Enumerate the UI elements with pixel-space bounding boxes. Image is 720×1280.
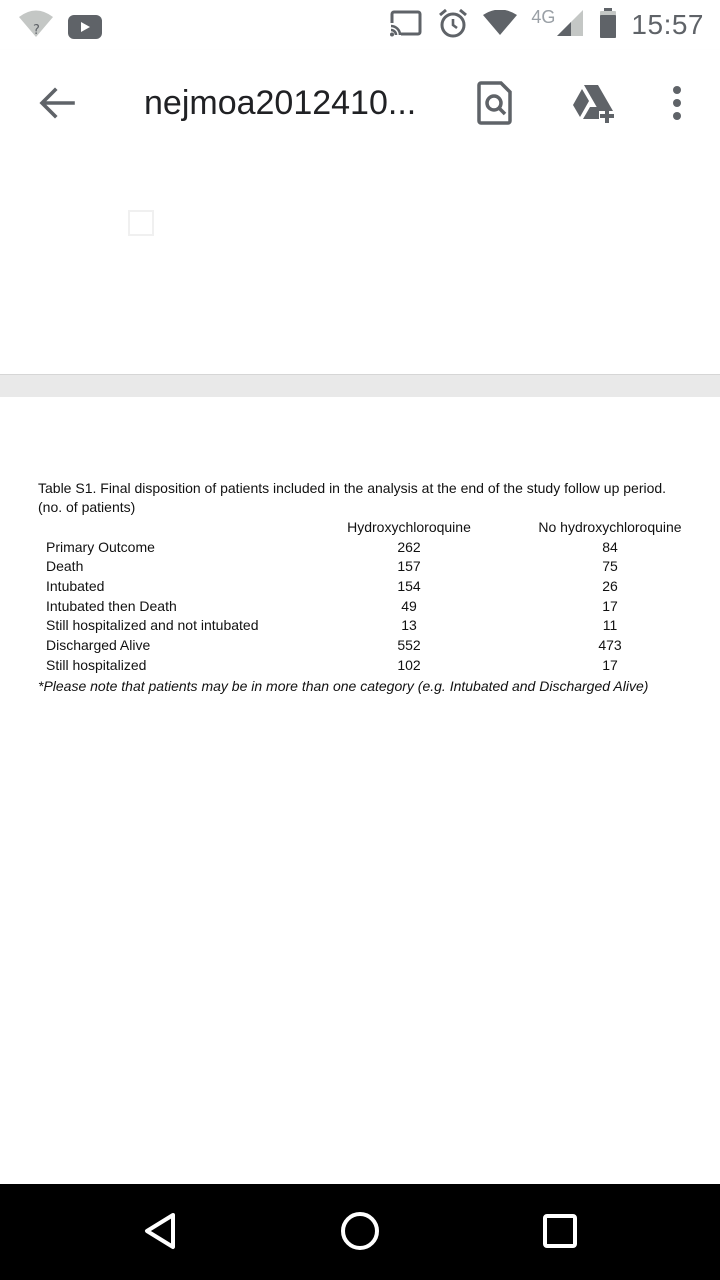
back-button[interactable] xyxy=(32,80,82,130)
back-triangle-icon xyxy=(140,1211,180,1256)
hcq-value: 552 xyxy=(397,637,421,654)
header-hcq: Hydroxychloroquine xyxy=(347,519,471,535)
table-caption xyxy=(38,479,666,517)
cast-icon xyxy=(389,9,423,42)
disposition-table xyxy=(38,518,718,676)
row-label: Death xyxy=(46,558,84,575)
row-label: Intubated xyxy=(46,578,105,595)
row-label: Primary Outcome xyxy=(46,538,155,555)
hcq-value: 154 xyxy=(397,578,421,595)
drive-add-icon xyxy=(569,83,617,128)
page-mark xyxy=(128,210,154,236)
wifi-unknown-icon xyxy=(18,10,54,43)
clock: 15:57 xyxy=(631,9,704,40)
row-label: Still hospitalized and not intubated xyxy=(46,617,259,634)
no-hcq-value: 26 xyxy=(602,578,618,595)
nav-recents-button[interactable] xyxy=(535,1208,585,1258)
recents-square-icon xyxy=(541,1212,579,1255)
table-row xyxy=(38,636,718,656)
alarm-icon xyxy=(437,7,469,44)
nav-home-button[interactable] xyxy=(335,1208,385,1258)
row-label: Intubated then Death xyxy=(46,597,177,614)
hcq-value: 102 xyxy=(397,656,421,673)
battery-icon xyxy=(599,7,617,44)
table-header-row xyxy=(38,518,718,538)
youtube-icon xyxy=(68,15,102,39)
hcq-value: 49 xyxy=(401,597,417,614)
table-row xyxy=(38,557,718,577)
row-label: Still hospitalized xyxy=(46,656,147,673)
svg-text:?: ? xyxy=(33,23,40,38)
signal-icon xyxy=(555,8,585,43)
table-row xyxy=(38,597,718,617)
hcq-value: 13 xyxy=(401,617,417,634)
caption-line-1: Table S1. Final disposition of patients included in the analysis at the end of the study follow up period. xyxy=(38,480,667,496)
table-footnote: *Please note that patients may be in more than one category (e.g. Intubated and Discharged Alive) xyxy=(38,678,649,694)
find-in-page-icon xyxy=(477,81,513,130)
no-hcq-value: 17 xyxy=(602,597,618,614)
header-no-hcq: No hydroxychloroquine xyxy=(538,519,682,535)
home-circle-icon xyxy=(339,1210,381,1257)
pdf-page-2 xyxy=(0,397,720,1184)
table-row xyxy=(38,577,718,597)
back-arrow-icon xyxy=(37,83,77,128)
add-to-drive-button[interactable] xyxy=(568,80,618,130)
app-bar xyxy=(0,50,720,161)
hcq-value: 157 xyxy=(397,558,421,575)
table-row xyxy=(38,616,718,636)
more-vert-icon xyxy=(671,85,683,126)
more-options-button[interactable] xyxy=(652,80,702,130)
table-row xyxy=(38,538,718,558)
pdf-page-1 xyxy=(0,160,720,374)
caption-line-2: (no. of patients) xyxy=(38,499,136,515)
document-title: nejmoa2012410... xyxy=(144,84,417,122)
wifi-icon xyxy=(483,10,517,41)
network-type: 4G xyxy=(531,6,556,27)
pdf-viewer[interactable] xyxy=(0,160,720,1184)
no-hcq-value: 473 xyxy=(598,637,622,654)
navigation-bar xyxy=(0,1184,720,1280)
no-hcq-value: 17 xyxy=(602,656,618,673)
no-hcq-value: 75 xyxy=(602,558,618,575)
hcq-value: 262 xyxy=(397,538,421,555)
nav-back-button[interactable] xyxy=(135,1208,185,1258)
status-bar xyxy=(0,0,720,50)
status-left xyxy=(18,10,102,43)
status-right xyxy=(389,6,704,44)
table-row xyxy=(38,656,718,676)
no-hcq-value: 84 xyxy=(602,538,618,555)
no-hcq-value: 11 xyxy=(602,617,618,634)
find-in-page-button[interactable] xyxy=(470,80,520,130)
row-label: Discharged Alive xyxy=(46,637,151,654)
page-separator xyxy=(0,374,720,398)
